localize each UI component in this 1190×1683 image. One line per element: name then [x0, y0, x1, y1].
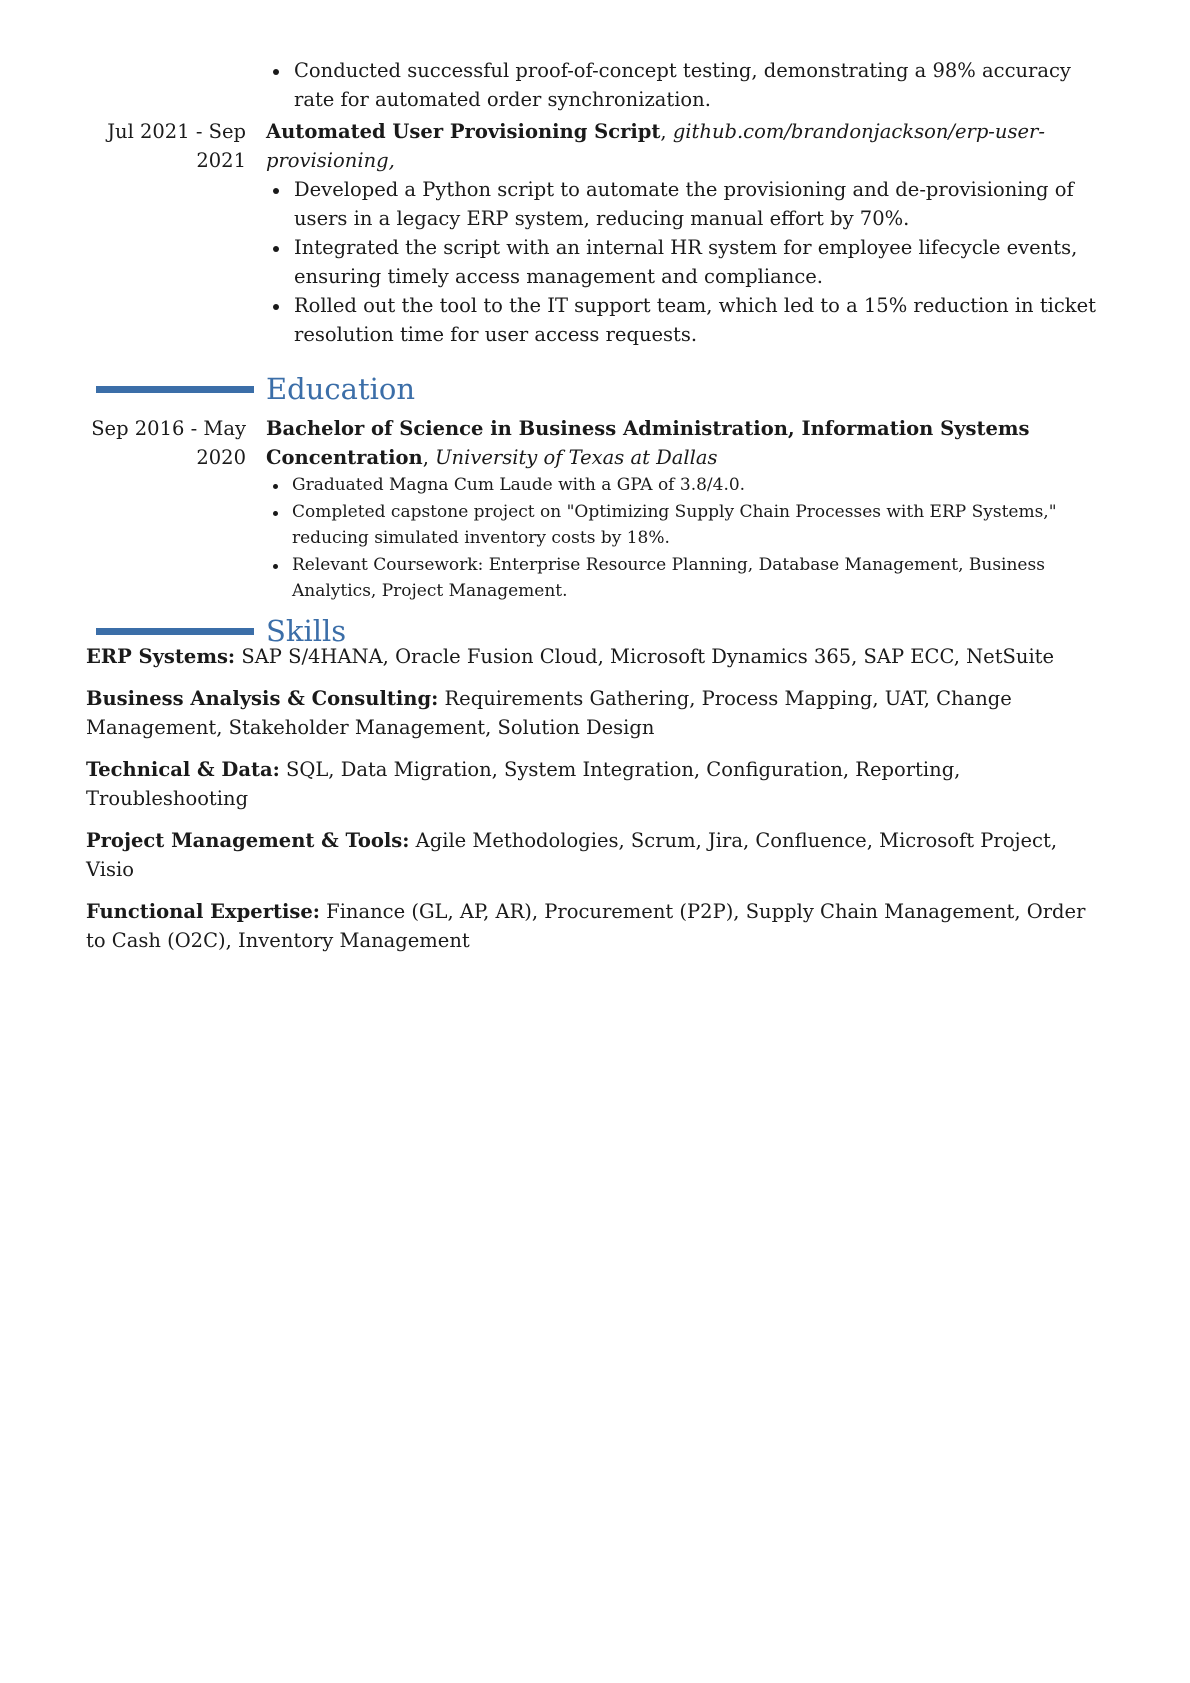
education-bullet: Relevant Coursework: Enterprise Resource Planning, Database Management, Business Analytics, Project Management. — [266, 552, 1096, 605]
project-bullet: Developed a Python script to automate the provisioning and de-provisioning of users in a legacy ERP system, reducing manual effort by 70%. — [266, 175, 1096, 233]
school-name: University of Texas at Dallas — [435, 446, 718, 469]
education-date: Sep 2016 - May 2020 — [91, 417, 246, 469]
trailing-punctuation: , — [388, 149, 395, 172]
section-accent-bar — [96, 386, 254, 393]
skill-row — [86, 684, 1108, 742]
project-bullet: Rolled out the tool to the IT support team, which led to a 15% reduction in ticket resolution time for user access requests. — [266, 291, 1096, 349]
skill-row — [86, 755, 1108, 813]
project-heading — [266, 117, 1096, 175]
skill-label: Project Management & Tools: — [86, 829, 410, 852]
project-bullets — [266, 175, 1096, 349]
project-body — [266, 56, 1096, 114]
education-bullet: Completed capstone project on "Optimizing Supply Chain Processes with ERP Systems," reducing simulated inventory costs by 18%. — [266, 499, 1096, 552]
skill-value: SQL, Data Migration, System Integration, Configuration, Reporting, Troubleshooting — [86, 758, 961, 810]
project-bullet: Conducted successful proof-of-concept testing, demonstrating a 98% accuracy rate for automated order synchronization. — [266, 56, 1096, 114]
skill-value: SAP S/4HANA, Oracle Fusion Cloud, Microsoft Dynamics 365, SAP ECC, NetSuite — [235, 645, 1055, 668]
degree-title: Bachelor of Science in Business Administration, Information Systems Concentration — [266, 417, 1030, 469]
skill-row — [86, 826, 1108, 884]
skill-value: Finance (GL, AP, AR), Procurement (P2P), Supply Chain Management, Order to Cash (O2C), Inventory Management — [86, 900, 1086, 952]
education-heading — [266, 414, 1096, 472]
skill-label: Technical & Data: — [86, 758, 280, 781]
skill-label: Functional Expertise: — [86, 900, 320, 923]
skills-list — [86, 642, 1108, 968]
project-bullets — [266, 56, 1096, 114]
skill-value: Agile Methodologies, Scrum, Jira, Confluence, Microsoft Project, Visio — [86, 829, 1058, 881]
education-bullets — [266, 472, 1096, 605]
project-title: Automated User Provisioning Script — [266, 120, 661, 143]
education-body — [266, 414, 1096, 605]
skill-row — [86, 897, 1108, 955]
skill-value: Requirements Gathering, Process Mapping, UAT, Change Management, Stakeholder Management, Solution Design — [86, 687, 1012, 739]
education-bullet: Graduated Magna Cum Laude with a GPA of 3.8/4.0. — [266, 472, 1096, 499]
project-date: Jul 2021 - Sep 2021 — [107, 120, 246, 172]
skill-label: ERP Systems: — [86, 645, 236, 668]
skill-row — [86, 642, 1108, 671]
skill-label: Business Analysis & Consulting: — [86, 687, 439, 710]
title-separator: , — [660, 120, 673, 143]
education-section-heading — [0, 370, 1190, 410]
section-title: Education — [266, 372, 416, 406]
section-title: Skills — [266, 614, 347, 648]
project-link[interactable]: github.com/brandonjackson/erp-user-provisioning — [266, 120, 1045, 172]
project-bullet: Integrated the script with an internal HR system for employee lifecycle events, ensuring timely access management and compliance. — [266, 233, 1096, 291]
project-body — [266, 117, 1096, 349]
section-accent-bar — [96, 628, 254, 635]
title-separator: , — [422, 446, 436, 469]
